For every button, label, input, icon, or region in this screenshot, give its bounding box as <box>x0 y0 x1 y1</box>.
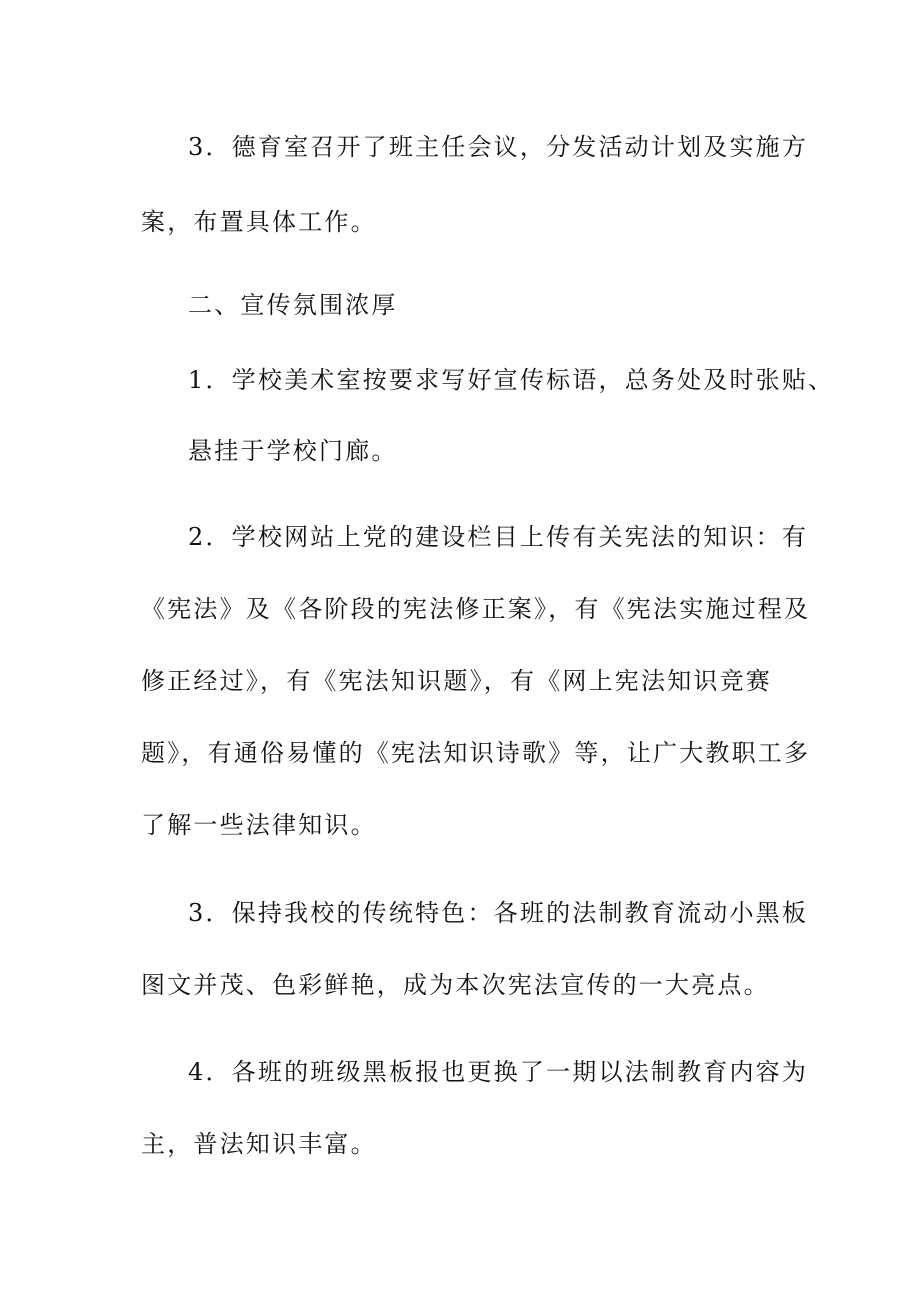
paragraph-line: 案，布置具体工作。 <box>141 208 377 236</box>
section-heading: 二、宣传氛围浓厚 <box>188 291 398 319</box>
paragraph-line: 题》，有通俗易懂的《宪法知识诗歌》等，让广大教职工多 <box>141 739 811 767</box>
paragraph-line: 悬挂于学校门廊。 <box>188 437 398 465</box>
paragraph-line: 图文并茂、色彩鲜艳，成为本次宪法宣传的一大亮点。 <box>141 971 770 999</box>
paragraph-line: 修正经过》，有《宪法知识题》，有《网上宪法知识竞赛 <box>141 667 772 695</box>
paragraph-line: 了解一些法律知识。 <box>141 811 377 839</box>
paragraph-line: 2．学校网站上党的建设栏目上传有关宪法的知识：有 <box>188 523 809 551</box>
paragraph-line: 4．各班的班级黑板报也更换了一期以法制教育内容为 <box>188 1058 809 1086</box>
paragraph-line: 《宪法》及《各阶段的宪法修正案》，有《宪法实施过程及 <box>141 595 811 623</box>
paragraph-line: 3．德育室召开了班主任会议，分发活动计划及实施方 <box>188 133 809 161</box>
paragraph-line: 3．保持我校的传统特色：各班的法制教育流动小黑板 <box>188 899 809 927</box>
paragraph-line: 1．学校美术室按要求写好宣传标语，总务处及时张贴、 <box>188 366 835 394</box>
paragraph-line: 主，普法知识丰富。 <box>141 1130 377 1158</box>
